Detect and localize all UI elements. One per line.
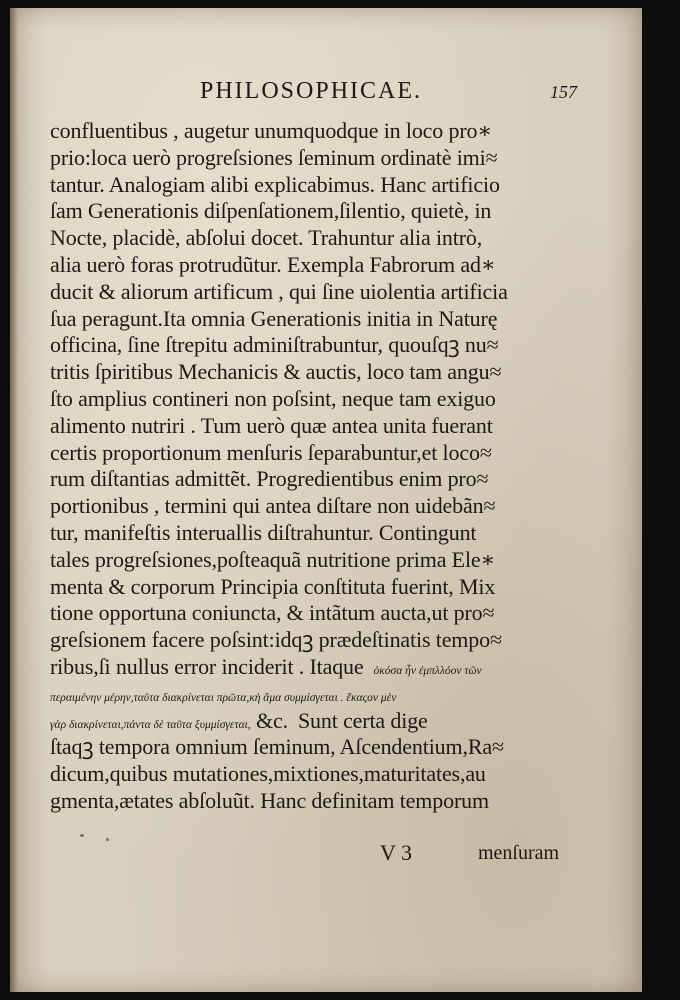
- text-line: Nocte, placidè, abſolui docet. Trahuntur alia intrò,: [50, 225, 483, 251]
- text-line: portionibus , termini qui antea diſtare non uidebãn≈: [50, 493, 496, 519]
- text-line: tur, manifeſtis interuallis diſtrahuntur. Contingunt: [50, 519, 477, 545]
- text-line: tales progreſsiones,poſteaquã nutritione prima Ele∗: [50, 546, 496, 572]
- page-number: 157: [550, 82, 577, 102]
- text-segment: Sunt certa dige: [297, 707, 428, 733]
- text-line: gmenta,ætates abſoluũt. Hanc definitam temporum: [50, 787, 489, 813]
- text-line: ducit & aliorum artificum , qui ſine uiolentia artificia: [50, 278, 508, 304]
- text-line: rum diſtantias admittẽt. Progredientibus enim pro≈: [50, 466, 489, 492]
- greek-quotation: περαιμένην μέρην,ταῦτα διακρίνεται πρῶτα,κὴ ἅμα συμμίσγεται . ἕκαςον μὲν: [50, 691, 397, 704]
- text-line: tritis ſpiritibus Mechanicis & auctis, loco tam angu≈: [50, 359, 502, 385]
- greek-quotation: γὰρ διακρίνεται,πάντα δὲ ταῦτα ξυμμίσγεται,: [50, 718, 251, 731]
- greek-line: [50, 708, 590, 735]
- text-line: menta & corporum Principia conſtituta fuerint, Mix: [50, 573, 496, 599]
- text-line: ſto amplius contineri non poſsint, neque tam exiguo: [50, 385, 496, 411]
- text-line: certis proportionum menſuris ſeparabuntur,et loco≈: [50, 439, 492, 465]
- text-line: dicum,quibus mutationes,mixtiones,maturitates,au: [50, 761, 486, 787]
- book-page: [10, 8, 642, 992]
- greek-quotation: ὁκόσα ἦν ἐμπλλόον τῶν: [373, 664, 482, 677]
- main-text: [50, 118, 590, 815]
- signature-mark: V 3: [380, 840, 412, 865]
- text-line: greſsionem facere poſsint:idqꝫ prædeſtinatis tempo≈: [50, 627, 502, 653]
- ink-speck: [80, 834, 84, 837]
- page-header: [10, 78, 642, 114]
- text-segment: &c.: [256, 707, 288, 733]
- text-line: tione opportuna coniuncta, & intãtum aucta,ut pro≈: [50, 600, 495, 626]
- text-line: alimento nutriri . Tum uerò quæ antea unita fuerant: [50, 412, 493, 438]
- text-line: prio:loca uerò progreſsiones ſeminum ordinatè imi≈: [50, 144, 498, 170]
- text-line: tantur. Analogiam alibi explicabimus. Hanc artificio: [50, 171, 500, 197]
- page-footer: [10, 840, 642, 870]
- text-line: ſam Generationis diſpenſationem,ſilentio, quietè, in: [50, 198, 492, 224]
- text-line: confluentibus , augetur unumquodque in loco pro∗: [50, 118, 493, 143]
- text-segment: ribus,ſi nullus error inciderit . Itaque: [50, 653, 364, 679]
- text-line: ſtaqꝫ tempora omnium ſeminum, Aſcendentium,Ra≈: [50, 734, 504, 760]
- text-line: alia uerò foras protrudũtur. Exempla Fabrorum ad∗: [50, 251, 496, 277]
- catchword: menſuram: [478, 842, 560, 864]
- greek-line: [50, 681, 590, 708]
- ink-speck: [106, 838, 109, 841]
- text-line: officina, ſine ſtrepitu adminiſtrabuntur, quouſqꝫ nu≈: [50, 332, 499, 358]
- text-line-with-greek: [50, 654, 590, 681]
- running-head: PHILOSOPHICAE.: [200, 78, 423, 104]
- text-line: ſua peragunt.Ita omnia Generationis initia in Naturę: [50, 305, 498, 331]
